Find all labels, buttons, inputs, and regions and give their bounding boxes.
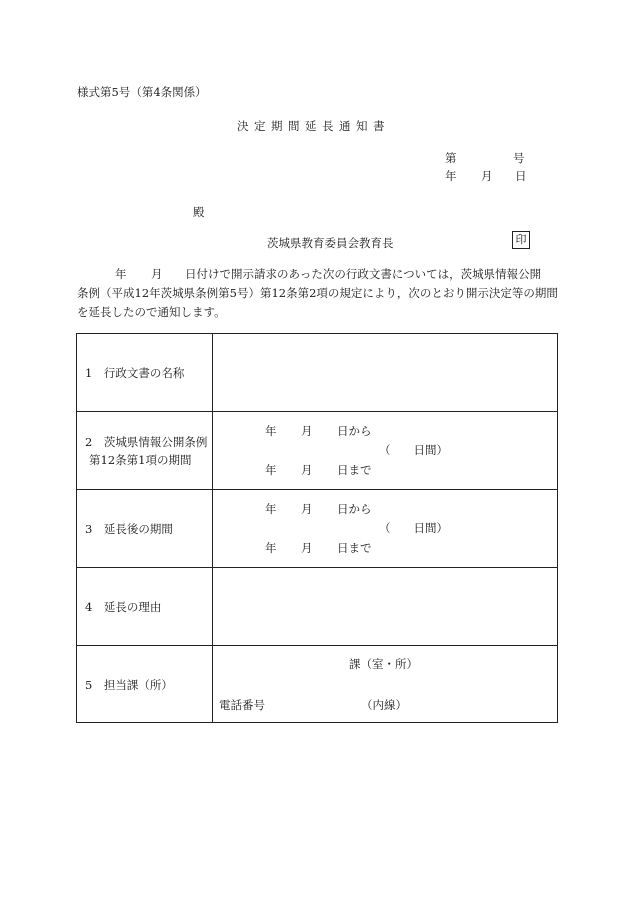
row2-from-year: 年 [265, 424, 277, 438]
row3-from-day: 日から [337, 502, 372, 516]
row2-to-year: 年 [265, 463, 277, 477]
table-row [77, 412, 558, 490]
table-row [77, 334, 558, 412]
seal-mark: 印 [512, 231, 530, 249]
row3-from-month: 月 [301, 502, 313, 516]
row5-label: 5 担当課（所） [85, 678, 173, 692]
row3-from-year: 年 [265, 502, 277, 516]
issuer-name: 茨城県教育委員会教育長 [267, 236, 394, 250]
row3-to-month: 月 [301, 541, 313, 555]
date-month: 月 [481, 169, 493, 183]
row2-label-line2: 第12条第1項の期間 [89, 453, 192, 467]
body-line-3: を延長したので通知します。 [77, 305, 226, 319]
value-cell [213, 490, 558, 568]
row2-from-day: 日から [337, 424, 372, 438]
row2-label-line1: 2 茨城県情報公開条例 [85, 435, 208, 449]
label-cell [77, 490, 213, 568]
value-cell [213, 646, 558, 723]
row5-extension: （内線） [361, 698, 407, 712]
addressee-suffix: 殿 [193, 205, 205, 219]
body-month: 月 [151, 267, 163, 281]
row3-to-day: 日まで [337, 541, 372, 555]
row3-days: （ 日間） [379, 521, 448, 535]
value-cell [213, 568, 558, 646]
number-prefix: 第 [445, 151, 457, 165]
body-year: 年 [115, 267, 127, 281]
value-cell [213, 334, 558, 412]
row3-to-year: 年 [265, 541, 277, 555]
row4-label: 4 延長の理由 [85, 600, 162, 614]
row5-phone-label: 電話番号 [219, 698, 265, 712]
label-cell [77, 334, 213, 412]
label-cell [77, 568, 213, 646]
table-row [77, 646, 558, 723]
row2-to-day: 日まで [337, 463, 372, 477]
value-cell [213, 412, 558, 490]
table-row [77, 490, 558, 568]
details-table [76, 333, 558, 723]
date-year: 年 [445, 169, 457, 183]
row5-section: 課（室・所） [349, 657, 418, 671]
label-cell [77, 646, 213, 723]
row2-to-month: 月 [301, 463, 313, 477]
date-day: 日 [515, 169, 527, 183]
label-cell [77, 412, 213, 490]
row2-from-month: 月 [301, 424, 313, 438]
row3-label: 3 延長後の期間 [85, 522, 173, 536]
document-title: 決定期間延長通知書 [237, 119, 390, 133]
row2-days: （ 日間） [379, 443, 448, 457]
body-line-2: 条例（平成12年茨城県条例第5号）第12条第2項の規定により，次のとおり開示決定等の期間 [77, 286, 558, 300]
body-line-1: 日付けで開示請求のあった次の行政文書については，茨城県情報公開 [185, 267, 542, 281]
table-row [77, 568, 558, 646]
number-suffix: 号 [513, 151, 525, 165]
row1-label: 1 行政文書の名称 [85, 366, 185, 380]
form-number: 様式第5号（第4条関係） [77, 85, 207, 99]
